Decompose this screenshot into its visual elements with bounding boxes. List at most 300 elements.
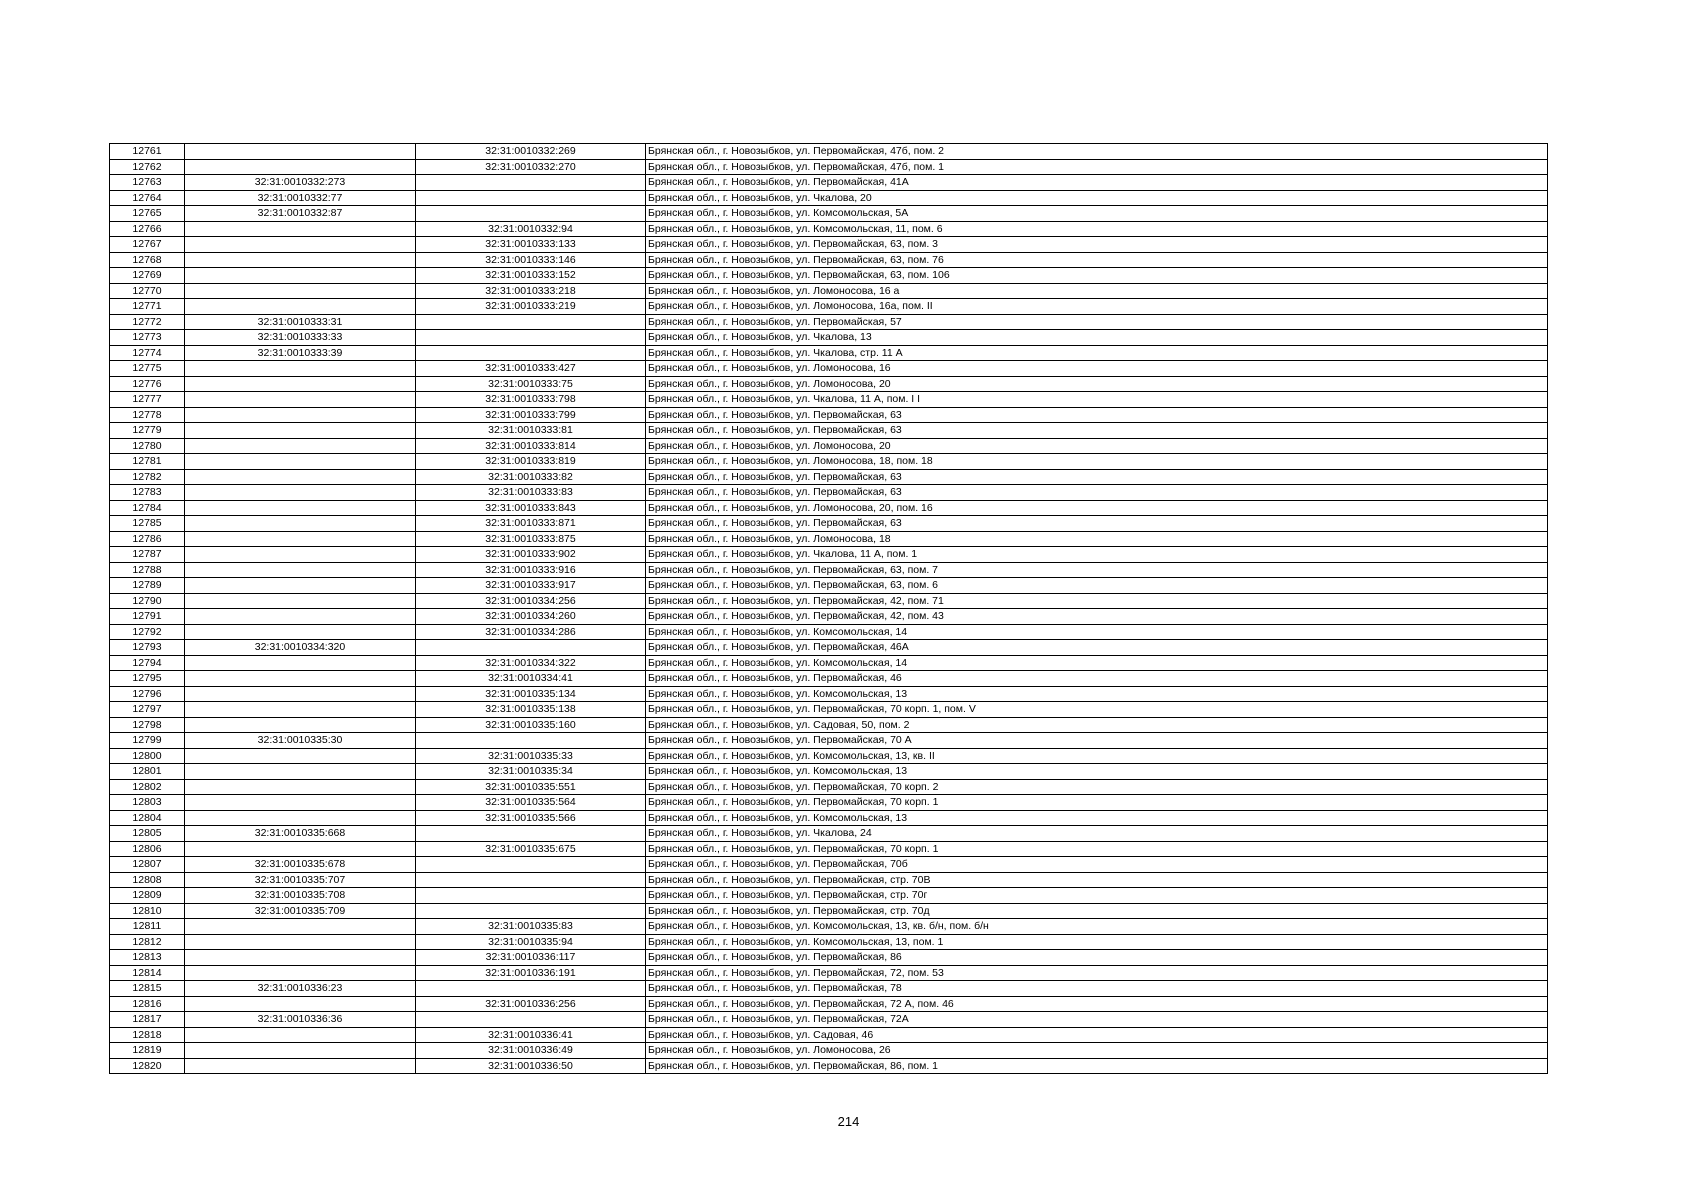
parcel-number-cell [185,407,416,423]
row-number-cell: 12778 [110,407,185,423]
building-number-cell: 32:31:0010333:814 [416,438,646,454]
table-row [110,919,1548,935]
building-number-cell [416,857,646,873]
parcel-number-cell: 32:31:0010333:33 [185,330,416,346]
row-number-cell: 12774 [110,345,185,361]
building-number-cell: 32:31:0010335:564 [416,795,646,811]
parcel-number-cell: 32:31:0010335:708 [185,888,416,904]
parcel-number-cell: 32:31:0010336:23 [185,981,416,997]
parcel-number-cell: 32:31:0010335:30 [185,733,416,749]
building-number-cell: 32:31:0010333:427 [416,361,646,377]
address-cell: Брянская обл., г. Новозыбков, ул. Первомайская, 63 [646,469,1548,485]
row-number-cell: 12818 [110,1027,185,1043]
row-number-cell: 12761 [110,144,185,160]
row-number-cell: 12784 [110,500,185,516]
table-row [110,934,1548,950]
parcel-number-cell [185,252,416,268]
parcel-number-cell [185,159,416,175]
table-row [110,981,1548,997]
parcel-number-cell [185,438,416,454]
building-number-cell: 32:31:0010333:82 [416,469,646,485]
table-row [110,469,1548,485]
building-number-cell: 32:31:0010336:117 [416,950,646,966]
building-number-cell [416,175,646,191]
building-number-cell: 32:31:0010335:138 [416,702,646,718]
address-cell: Брянская обл., г. Новозыбков, ул. Первомайская, 70 А [646,733,1548,749]
row-number-cell: 12791 [110,609,185,625]
table-row [110,531,1548,547]
parcel-number-cell [185,919,416,935]
address-cell: Брянская обл., г. Новозыбков, ул. Первомайская, 42, пом. 43 [646,609,1548,625]
table-row [110,175,1548,191]
row-number-cell: 12767 [110,237,185,253]
row-number-cell: 12813 [110,950,185,966]
address-cell: Брянская обл., г. Новозыбков, ул. Первомайская, 63 [646,407,1548,423]
parcel-number-cell [185,485,416,501]
parcel-number-cell [185,283,416,299]
table-row [110,407,1548,423]
parcel-number-cell: 32:31:0010335:678 [185,857,416,873]
parcel-number-cell [185,500,416,516]
row-number-cell: 12783 [110,485,185,501]
building-number-cell [416,981,646,997]
building-number-cell: 32:31:0010332:269 [416,144,646,160]
address-cell: Брянская обл., г. Новозыбков, ул. Комсомольская, 14 [646,655,1548,671]
building-number-cell [416,206,646,222]
table-row [110,702,1548,718]
table-row [110,996,1548,1012]
parcel-number-cell [185,717,416,733]
building-number-cell: 32:31:0010335:551 [416,779,646,795]
address-cell: Брянская обл., г. Новозыбков, ул. Чкалова, 24 [646,826,1548,842]
building-number-cell: 32:31:0010333:218 [416,283,646,299]
address-cell: Брянская обл., г. Новозыбков, ул. Первомайская, 41А [646,175,1548,191]
row-number-cell: 12814 [110,965,185,981]
row-number-cell: 12770 [110,283,185,299]
row-number-cell: 12790 [110,593,185,609]
parcel-number-cell [185,1027,416,1043]
address-cell: Брянская обл., г. Новозыбков, ул. Первомайская, 70 корп. 1, пом. V [646,702,1548,718]
row-number-cell: 12768 [110,252,185,268]
parcel-number-cell [185,562,416,578]
building-number-cell: 32:31:0010335:34 [416,764,646,780]
address-cell: Брянская обл., г. Новозыбков, ул. Первомайская, 63, пом. 6 [646,578,1548,594]
building-number-cell: 32:31:0010333:75 [416,376,646,392]
parcel-number-cell [185,624,416,640]
table-row [110,965,1548,981]
row-number-cell: 12787 [110,547,185,563]
row-number-cell: 12769 [110,268,185,284]
parcel-number-cell: 32:31:0010333:39 [185,345,416,361]
building-number-cell: 32:31:0010335:675 [416,841,646,857]
parcel-number-cell [185,934,416,950]
table-row [110,454,1548,470]
address-cell: Брянская обл., г. Новозыбков, ул. Комсомольская, 13 [646,686,1548,702]
table-row [110,950,1548,966]
table-row [110,717,1548,733]
address-cell: Брянская обл., г. Новозыбков, ул. Ломоносова, 16 а [646,283,1548,299]
building-number-cell: 32:31:0010333:133 [416,237,646,253]
parcel-number-cell [185,237,416,253]
building-number-cell [416,826,646,842]
building-number-cell: 32:31:0010333:917 [416,578,646,594]
row-number-cell: 12775 [110,361,185,377]
parcel-number-cell [185,221,416,237]
row-number-cell: 12806 [110,841,185,857]
address-cell: Брянская обл., г. Новозыбков, ул. Первомайская, 72А [646,1012,1548,1028]
building-number-cell: 32:31:0010334:256 [416,593,646,609]
address-cell: Брянская обл., г. Новозыбков, ул. Ломоносова, 18 [646,531,1548,547]
row-number-cell: 12773 [110,330,185,346]
building-number-cell: 32:31:0010333:146 [416,252,646,268]
address-cell: Брянская обл., г. Новозыбков, ул. Первомайская, стр. 70В [646,872,1548,888]
address-cell: Брянская обл., г. Новозыбков, ул. Первомайская, 63, пом. 7 [646,562,1548,578]
row-number-cell: 12779 [110,423,185,439]
table-row [110,392,1548,408]
parcel-number-cell [185,795,416,811]
table-row [110,841,1548,857]
table-row [110,314,1548,330]
table-row [110,516,1548,532]
building-number-cell: 32:31:0010335:134 [416,686,646,702]
table-row [110,671,1548,687]
row-number-cell: 12801 [110,764,185,780]
building-number-cell: 32:31:0010334:41 [416,671,646,687]
building-number-cell: 32:31:0010336:256 [416,996,646,1012]
table-row [110,361,1548,377]
table-row [110,438,1548,454]
building-number-cell: 32:31:0010333:798 [416,392,646,408]
table-row [110,795,1548,811]
row-number-cell: 12811 [110,919,185,935]
address-cell: Брянская обл., г. Новозыбков, ул. Ломоносова, 16 [646,361,1548,377]
row-number-cell: 12766 [110,221,185,237]
address-cell: Брянская обл., г. Новозыбков, ул. Первомайская, 42, пом. 71 [646,593,1548,609]
table-row [110,888,1548,904]
parcel-number-cell: 32:31:0010332:77 [185,190,416,206]
table-row [110,1058,1548,1074]
building-number-cell [416,314,646,330]
address-cell: Брянская обл., г. Новозыбков, ул. Первомайская, 72, пом. 53 [646,965,1548,981]
parcel-number-cell: 32:31:0010335:707 [185,872,416,888]
row-number-cell: 12808 [110,872,185,888]
table-row [110,764,1548,780]
row-number-cell: 12771 [110,299,185,315]
table-row [110,857,1548,873]
parcel-number-cell [185,531,416,547]
parcel-number-cell [185,702,416,718]
address-cell: Брянская обл., г. Новозыбков, ул. Комсомольская, 13, пом. 1 [646,934,1548,950]
row-number-cell: 12802 [110,779,185,795]
building-number-cell: 32:31:0010335:160 [416,717,646,733]
address-cell: Брянская обл., г. Новозыбков, ул. Первомайская, 86 [646,950,1548,966]
building-number-cell: 32:31:0010336:49 [416,1043,646,1059]
address-cell: Брянская обл., г. Новозыбков, ул. Чкалова, стр. 11 А [646,345,1548,361]
building-number-cell: 32:31:0010333:916 [416,562,646,578]
row-number-cell: 12799 [110,733,185,749]
building-number-cell [416,903,646,919]
row-number-cell: 12780 [110,438,185,454]
row-number-cell: 12777 [110,392,185,408]
row-number-cell: 12798 [110,717,185,733]
building-number-cell [416,640,646,656]
address-cell: Брянская обл., г. Новозыбков, ул. Первомайская, 63 [646,423,1548,439]
address-cell: Брянская обл., г. Новозыбков, ул. Садовая, 46 [646,1027,1548,1043]
address-cell: Брянская обл., г. Новозыбков, ул. Чкалова, 11 А, пом. 1 [646,547,1548,563]
address-cell: Брянская обл., г. Новозыбков, ул. Первомайская, 57 [646,314,1548,330]
table-row [110,252,1548,268]
row-number-cell: 12820 [110,1058,185,1074]
parcel-number-cell: 32:31:0010333:31 [185,314,416,330]
parcel-number-cell: 32:31:0010335:668 [185,826,416,842]
row-number-cell: 12819 [110,1043,185,1059]
row-number-cell: 12793 [110,640,185,656]
table-row [110,206,1548,222]
parcel-number-cell [185,547,416,563]
parcel-number-cell [185,299,416,315]
row-number-cell: 12797 [110,702,185,718]
address-cell: Брянская обл., г. Новозыбков, ул. Первомайская, 70 корп. 2 [646,779,1548,795]
building-number-cell: 32:31:0010336:41 [416,1027,646,1043]
row-number-cell: 12812 [110,934,185,950]
building-number-cell: 32:31:0010333:83 [416,485,646,501]
address-cell: Брянская обл., г. Новозыбков, ул. Чкалова, 11 А, пом. I I [646,392,1548,408]
table-body [110,144,1548,1074]
address-cell: Брянская обл., г. Новозыбков, ул. Первомайская, 63, пом. 76 [646,252,1548,268]
parcel-number-cell [185,671,416,687]
building-number-cell: 32:31:0010333:152 [416,268,646,284]
parcel-number-cell: 32:31:0010335:709 [185,903,416,919]
table-row [110,1012,1548,1028]
building-number-cell [416,733,646,749]
table-row [110,578,1548,594]
address-cell: Брянская обл., г. Новозыбков, ул. Комсомольская, 5А [646,206,1548,222]
parcel-number-cell [185,686,416,702]
row-number-cell: 12795 [110,671,185,687]
parcel-number-cell: 32:31:0010332:273 [185,175,416,191]
table-row [110,562,1548,578]
address-cell: Брянская обл., г. Новозыбков, ул. Чкалова, 20 [646,190,1548,206]
building-number-cell: 32:31:0010333:902 [416,547,646,563]
row-number-cell: 12763 [110,175,185,191]
address-cell: Брянская обл., г. Новозыбков, ул. Ломоносова, 20 [646,376,1548,392]
table-row [110,485,1548,501]
building-number-cell: 32:31:0010333:875 [416,531,646,547]
parcel-number-cell [185,593,416,609]
address-cell: Брянская обл., г. Новозыбков, ул. Первомайская, 72 А, пом. 46 [646,996,1548,1012]
address-cell: Брянская обл., г. Новозыбков, ул. Ломоносова, 18, пом. 18 [646,454,1548,470]
table-row [110,655,1548,671]
row-number-cell: 12816 [110,996,185,1012]
row-number-cell: 12762 [110,159,185,175]
table-row [110,624,1548,640]
table-row [110,268,1548,284]
parcel-number-cell [185,950,416,966]
address-cell: Брянская обл., г. Новозыбков, ул. Первомайская, 63, пом. 3 [646,237,1548,253]
property-table [109,143,1548,1074]
table-row [110,299,1548,315]
table-row [110,237,1548,253]
building-number-cell: 32:31:0010335:94 [416,934,646,950]
table-row [110,547,1548,563]
row-number-cell: 12796 [110,686,185,702]
row-number-cell: 12809 [110,888,185,904]
table-row [110,159,1548,175]
address-cell: Брянская обл., г. Новозыбков, ул. Первомайская, 63 [646,516,1548,532]
address-cell: Брянская обл., г. Новозыбков, ул. Комсомольская, 13, кв. II [646,748,1548,764]
parcel-number-cell [185,392,416,408]
building-number-cell: 32:31:0010333:81 [416,423,646,439]
address-cell: Брянская обл., г. Новозыбков, ул. Ломоносова, 16а, пом. II [646,299,1548,315]
parcel-number-cell [185,516,416,532]
parcel-number-cell: 32:31:0010334:320 [185,640,416,656]
table-row [110,144,1548,160]
row-number-cell: 12810 [110,903,185,919]
parcel-number-cell [185,996,416,1012]
building-number-cell: 32:31:0010333:871 [416,516,646,532]
row-number-cell: 12817 [110,1012,185,1028]
parcel-number-cell [185,578,416,594]
building-number-cell: 32:31:0010333:819 [416,454,646,470]
address-cell: Брянская обл., г. Новозыбков, ул. Первомайская, стр. 70г [646,888,1548,904]
table-row [110,872,1548,888]
row-number-cell: 12815 [110,981,185,997]
row-number-cell: 12804 [110,810,185,826]
row-number-cell: 12805 [110,826,185,842]
parcel-number-cell [185,1043,416,1059]
table-row [110,810,1548,826]
row-number-cell: 12781 [110,454,185,470]
building-number-cell [416,1012,646,1028]
building-number-cell: 32:31:0010335:33 [416,748,646,764]
table-row [110,593,1548,609]
table-row [110,330,1548,346]
row-number-cell: 12786 [110,531,185,547]
parcel-number-cell [185,779,416,795]
building-number-cell [416,190,646,206]
building-number-cell: 32:31:0010333:799 [416,407,646,423]
table-row [110,376,1548,392]
address-cell: Брянская обл., г. Новозыбков, ул. Комсомольская, 13 [646,810,1548,826]
address-cell: Брянская обл., г. Новозыбков, ул. Первомайская, 70 корп. 1 [646,795,1548,811]
parcel-number-cell [185,748,416,764]
building-number-cell: 32:31:0010335:83 [416,919,646,935]
building-number-cell: 32:31:0010332:94 [416,221,646,237]
address-cell: Брянская обл., г. Новозыбков, ул. Ломоносова, 26 [646,1043,1548,1059]
address-cell: Брянская обл., г. Новозыбков, ул. Комсомольская, 14 [646,624,1548,640]
parcel-number-cell [185,376,416,392]
parcel-number-cell [185,965,416,981]
address-cell: Брянская обл., г. Новозыбков, ул. Первомайская, 86, пом. 1 [646,1058,1548,1074]
address-cell: Брянская обл., г. Новозыбков, ул. Ломоносова, 20, пом. 16 [646,500,1548,516]
row-number-cell: 12789 [110,578,185,594]
parcel-number-cell [185,609,416,625]
address-cell: Брянская обл., г. Новозыбков, ул. Комсомольская, 13 [646,764,1548,780]
row-number-cell: 12792 [110,624,185,640]
address-cell: Брянская обл., г. Новозыбков, ул. Первомайская, 70 корп. 1 [646,841,1548,857]
building-number-cell [416,888,646,904]
parcel-number-cell [185,469,416,485]
address-cell: Брянская обл., г. Новозыбков, ул. Первомайская, стр. 70д [646,903,1548,919]
table-row [110,748,1548,764]
address-cell: Брянская обл., г. Новозыбков, ул. Первомайская, 47б, пом. 2 [646,144,1548,160]
table-row [110,1027,1548,1043]
row-number-cell: 12772 [110,314,185,330]
building-number-cell: 32:31:0010332:270 [416,159,646,175]
table-row [110,221,1548,237]
parcel-number-cell [185,361,416,377]
table-row [110,733,1548,749]
building-number-cell [416,330,646,346]
parcel-number-cell [185,655,416,671]
address-cell: Брянская обл., г. Новозыбков, ул. Первомайская, 78 [646,981,1548,997]
row-number-cell: 12788 [110,562,185,578]
building-number-cell: 32:31:0010335:566 [416,810,646,826]
table-row [110,826,1548,842]
table-row [110,903,1548,919]
row-number-cell: 12794 [110,655,185,671]
table-row [110,500,1548,516]
building-number-cell: 32:31:0010334:260 [416,609,646,625]
address-cell: Брянская обл., г. Новозыбков, ул. Первомайская, 46 [646,671,1548,687]
building-number-cell: 32:31:0010333:219 [416,299,646,315]
table-row [110,423,1548,439]
address-cell: Брянская обл., г. Новозыбков, ул. Первомайская, 47б, пом. 1 [646,159,1548,175]
address-cell: Брянская обл., г. Новозыбков, ул. Первомайская, 46А [646,640,1548,656]
parcel-number-cell: 32:31:0010332:87 [185,206,416,222]
address-cell: Брянская обл., г. Новозыбков, ул. Комсомольская, 13, кв. б/н, пом. б/н [646,919,1548,935]
parcel-number-cell [185,268,416,284]
table-row [110,686,1548,702]
building-number-cell: 32:31:0010336:191 [416,965,646,981]
page-number: 214 [837,1114,860,1129]
building-number-cell [416,345,646,361]
row-number-cell: 12764 [110,190,185,206]
address-cell: Брянская обл., г. Новозыбков, ул. Первомайская, 63, пом. 106 [646,268,1548,284]
table-row [110,190,1548,206]
address-cell: Брянская обл., г. Новозыбков, ул. Комсомольская, 11, пом. 6 [646,221,1548,237]
table-row [110,345,1548,361]
building-number-cell: 32:31:0010334:286 [416,624,646,640]
row-number-cell: 12807 [110,857,185,873]
parcel-number-cell [185,423,416,439]
address-cell: Брянская обл., г. Новозыбков, ул. Первомайская, 63 [646,485,1548,501]
parcel-number-cell [185,454,416,470]
parcel-number-cell: 32:31:0010336:36 [185,1012,416,1028]
table-row [110,640,1548,656]
building-number-cell: 32:31:0010333:843 [416,500,646,516]
address-cell: Брянская обл., г. Новозыбков, ул. Ломоносова, 20 [646,438,1548,454]
row-number-cell: 12800 [110,748,185,764]
parcel-number-cell [185,810,416,826]
row-number-cell: 12782 [110,469,185,485]
row-number-cell: 12765 [110,206,185,222]
address-cell: Брянская обл., г. Новозыбков, ул. Чкалова, 13 [646,330,1548,346]
row-number-cell: 12776 [110,376,185,392]
address-cell: Брянская обл., г. Новозыбков, ул. Садовая, 50, пом. 2 [646,717,1548,733]
parcel-number-cell [185,144,416,160]
building-number-cell: 32:31:0010334:322 [416,655,646,671]
building-number-cell: 32:31:0010336:50 [416,1058,646,1074]
parcel-number-cell [185,1058,416,1074]
row-number-cell: 12785 [110,516,185,532]
table-row [110,609,1548,625]
parcel-number-cell [185,841,416,857]
table-row [110,1043,1548,1059]
building-number-cell [416,872,646,888]
row-number-cell: 12803 [110,795,185,811]
address-cell: Брянская обл., г. Новозыбков, ул. Первомайская, 70б [646,857,1548,873]
